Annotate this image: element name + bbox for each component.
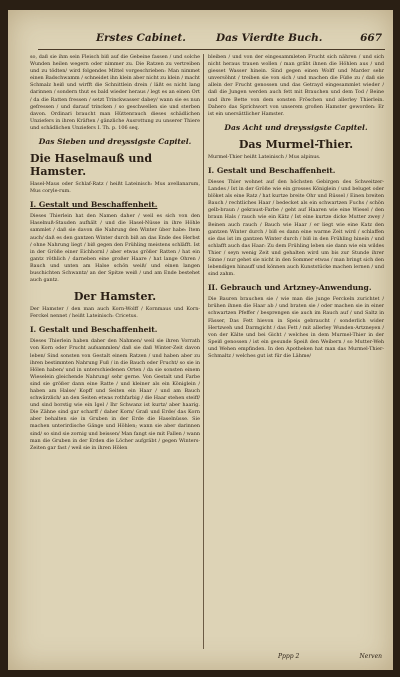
running-header — [26, 32, 386, 48]
murmeltier-usage: Die Bauren brauchen sie / wie man die junge Ferckeln zurichtet / brühen ihnen die Haar ab / und braten sie / oder machen sie in einer schwartzen Pfeffer / besprengen sie auch im Rauch auf / und Saltz in Fässer, Das Fett hievon in Speis gebraucht / sonderlich wider Hertzweh und Darmgicht / das Fett / mit allerley Wunden-Artzneyen / von der Kälte und bei Gicht / welches in dem Murmel-Thier in der Speiß genossen / ist ein gesunde Speiß den Weibern / so Mutter-Weh und Wehen empfinden. In den Apotheken hat man das Murmel-Thier-Schmaltz / welches gut ist für die Lähme/ — [208, 296, 384, 359]
hamster-note: Der Hamster / den man auch Korn-Wolff / Kornmaus und Korn-Ferckel nennet / heißt Lateinisch: Cricetus. — [30, 306, 200, 320]
section-heading-gestalt-2: I. Gestalt und Beschaffenheit. — [30, 325, 158, 335]
right-intro-text: bleiben / und von der eingesammleten Frucht sich nähren / und sich nicht heraus trauen wollen / man gräbt ihnen die Höhlen aus / und giesset Wasser hinein. Sind gegen einen Wolff und Marder sehr unversöhnt / treiben sie von sich / und machen die Füße zu / daß sie allein der Frucht genossen und das Getrayd eingesammlet wieder / daß die Jungen werden auch fett mit Brauchen und dem Tod / Beine und ihre Bette von dem sonsten Fröschen und allerley Thierlein. Dahero das Sprichwort von unserem großen Hamster geworden: Er ist ein unersättlicher Hamster. — [208, 54, 384, 117]
left-column — [30, 54, 200, 654]
murmeltier-description: Dieses Thier wohnet auf den höchsten Gebirgen des Schweitzer-Landes / Ist in der Größe wie ein grosses Königlein / und beluget oder blöket als eine Ratz / hat kurtze breite Ohr und Rüssel / Einen breiten Bauch / rechtliches Haar / bedecket als ein schwartzen Fuchs / schön gelb-braun / gekraust-Farbe / geht auf Haaren wie eine Wiesel / den braun Hals / rauch wie ein Kätz / Ist eine kurtze dicke Mutter zwey / Beinen auch rauch / Bauch wie Haar / er liegt wie eine Katz den gantzen Winter durch / biß es dann eine warme Zeit wird / schlaffen sie das ist im gantzen Winter durch / biß in den Frühling hinein / und schlafft auch das Haar: Zu dem Frühling leben sie dann wie ein wildes Thier / seyn wenig Zeit und gehalten wird um bis zur Stunde ihrer Sinne / nur gehet sie nicht in den Sommer etwas / man bringt sich den lebendigen hinauff und können auch Kunststücke machen lernen / und sind zahm. — [208, 178, 384, 278]
chapter-heading-38: Das Acht und dreyssigste Capitel. — [224, 122, 368, 132]
header-book: Das Vierdte Buch. — [216, 32, 323, 44]
signature-mark: Pppp 2 — [278, 653, 300, 660]
hamster-description: Dieses Thierlein haben daher den Nahmen/ weil sie ihren Vorrath von Korn oder Frucht aufsammlen/ daß sie daß Winter-Zeit davon leben/ Sind sonsten von Gestalt einem Ratzen / und haben aber zu ihren bestimmten Nahrung Fuß / in die Bauch oder Frucht/ so sie in Hölen haben/ und in unterschiedenen Orten / da sie sonsten einem Wieselein gleichende Nahrung/ sehr gerne. Von Gestalt und Farbe sind sie größer dann eine Ratte / und kleiner als ein Königlein / haben am Halse/ Kopff und Seiten ein Haar / und am Bauch schwärzlich/ an den Seiten etwas rothfarbig / die Haar stehen steiff/ und sind borstig wie ein Igel / Ihr Schwanz ist kurtz/ aber haarig. Die Zähne sind gar scharff / daher Korn/ Graß und Erde/ das Korn aber behalten sie in Gruben in der Erde die Haselnüsse. Sie machen unterirdische Gänge und Höhlen; wann sie aber darinnen sind/ so sind sie zornig und beissen/ Man fangt sie mit Fallen / wann man die Gruben in der Erden die Löcher aufgräbt / gegen Winters-Zeiten gar fast / weil sie in ihren Hölen — [30, 338, 200, 451]
haselmaus-note: Hasel-Maus oder Schlaf-Ratz / heißt Lateinisch: Mus avellanarum, Mus coryle-rum. — [30, 181, 200, 195]
animal-heading-murmeltier: Das Murmel-Thier. — [238, 137, 354, 151]
header-cabinet: Erstes Cabinet. — [96, 32, 186, 44]
chapter-heading-37: Das Sieben und dreyssigste Capitel. — [38, 137, 192, 147]
page-number: 667 — [360, 32, 382, 44]
right-column — [208, 54, 384, 654]
section-heading-gestalt-1: I. Gestalt und Beschaffenheit. — [30, 200, 158, 210]
header-rule — [38, 49, 385, 50]
section-heading-gebrauch: II. Gebrauch und Artzney-Anwendung. — [208, 283, 372, 293]
column-divider — [203, 54, 204, 649]
murmeltier-note: Murmel-Thier heißt Lateinisch / Mus alpinus. — [208, 153, 321, 160]
haselmaus-description: Dieses Thierlein hat den Namen daher / weil es sich von den Haselnuß-Stauden aufhält / und die Hasel-Nüsse in ihre Höhle sammlet / daß sie davon die Nahrung den Winter über habe: Item auch/ daß es den gantzen Winter durch biß an das Ende des Herbst / ohne Nahrung liegt / biß gegen den Frühling meistens schläfft. Ist in der Größe einer Eichhornl / aber etwas größer Ratten / hat ein gantz röthlich / darneben eine großer Haare / hat lange Ohren / Bauch und unten am Halse schön weiß/ und einen langen buschichten Schwantz/ an der Spitze weiß / und am Ende bestehet auch gantz. — [30, 213, 200, 284]
book-page — [8, 10, 393, 670]
left-intro-text: so, daß sie ihm sein Fleisch biß auf die Gebeine fassen / und solche Wunden heilen wegern oder nimmer zu. Die Ratzen zu vertreiben und zu tödten/ wird folgendes Mittel vorgeschrieben: Man nimmet einen Badschwamm / schneidet ihn klein aber nicht zu klein / macht Schmalz heiß und wirfft die Schnittlein drein / läßt es nicht lang darinnen / sondern thut es bald wieder heraus / legt es an einen Ort / da die Ratten fressen / setzt Trinckwasser dabey/ wann sie es nun gefressen / und darauf trincken / so geschwellen sie und sterben davon. Ordinari braucht man Hüttenrauch dieses schädlichen Unziefers in ihren Kräften / gänzliche Ausrottung zu unserer Thiere und schädlichen Unziefers I. Th. p. 106 seq. — [30, 54, 200, 131]
catchword: Nerven — [359, 653, 382, 660]
animal-heading-haselmaus: Die Haselmauß und Hamster. — [30, 152, 153, 179]
section-heading-gestalt-3: I. Gestalt und Beschaffenheit. — [208, 165, 336, 175]
animal-heading-hamster: Der Hamster. — [73, 290, 157, 304]
